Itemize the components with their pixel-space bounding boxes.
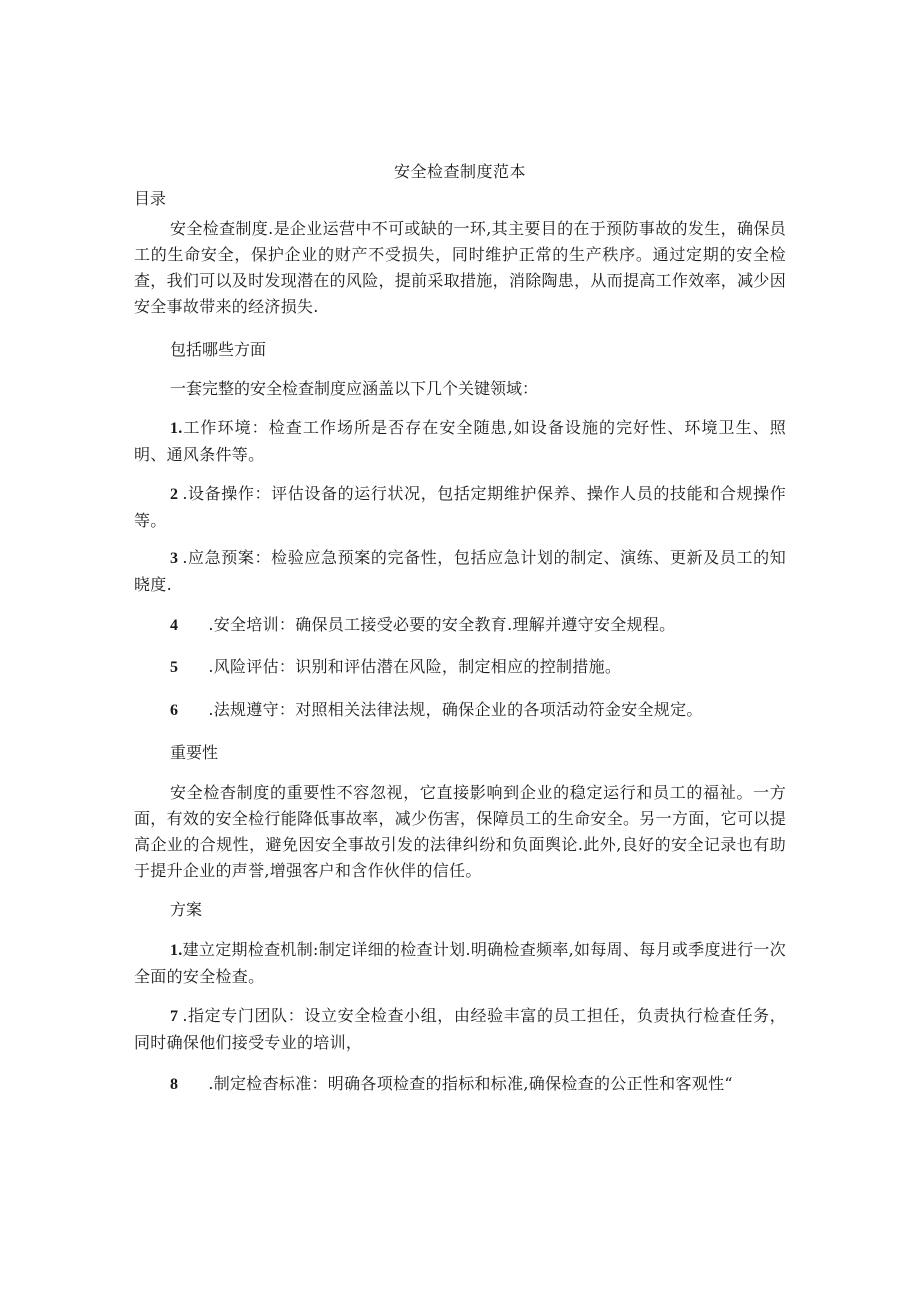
plan-item-number: 8 bbox=[170, 1076, 179, 1093]
list-item bbox=[134, 654, 786, 681]
list-item-number: 4 bbox=[170, 617, 179, 634]
importance-paragraph: 安全检杳制度的重要性不容忽视，它直接影响到企业的稳定运行和员工的福祉。一方面，有效的安全检行能降低事故率，减少伤害，保障员工的生命安全。另一方面，它可以提高企业的合规性，避免因安全事故引发的法律纠纷和负面舆论.此外,良好的安全记录也有助于提升企业的声誉,增强客户和含作伙伴的信任。 bbox=[134, 783, 787, 880]
intro-paragraph: 安全检查制度.是企业运营中不可或缺的一环,其主要目的在于预防事故的发生，确保员工的生命安全，保护企业的财产不受损失，同时维护正常的生产秩序。通过定期的安全检查，我们可以及时发现潜在的风险，提前采取措施，消除陶患，从而提高工作效率，减少因安全事故带来的经济损失. bbox=[134, 219, 787, 316]
list-item-text: .法规遵守：对照相关法律法规，确保企业的各项活动符金安全规定。 bbox=[208, 700, 703, 719]
section-heading-plan: 方案 bbox=[170, 900, 203, 919]
list-item-text: 工作环境：检查工作场所是否存在安全随患,如设备设施的完好性、环境卫生、照明、通风条件等。 bbox=[134, 418, 786, 464]
list-item bbox=[134, 415, 786, 468]
list-item bbox=[134, 612, 786, 639]
plan-item-number: 1. bbox=[170, 942, 183, 959]
list-item bbox=[134, 481, 786, 534]
plan-item bbox=[134, 937, 786, 990]
section-heading-aspects: 包括哪些方面 bbox=[170, 340, 267, 359]
list-item-number: 2 bbox=[170, 486, 179, 503]
list-item-number: 1. bbox=[170, 420, 183, 437]
list-item-text: .安全培训：确保员工接受必要的安全教育.理解并遵守安全规程。 bbox=[208, 615, 676, 634]
plan-item-text: 建立定期检查机制:制定详细的检查计划.明确检查频率,如每周、每月或季度进行一次全面的安全检查。 bbox=[134, 940, 786, 986]
list-item-text: .设备操作：评估设备的运行状况，包括定期维护保养、操作人员的技能和合规操作等。 bbox=[134, 484, 786, 530]
toc-label: 目录 bbox=[134, 189, 167, 208]
document-title: 安全检查制度范本 bbox=[393, 162, 526, 181]
plan-item bbox=[134, 1071, 786, 1098]
list-item bbox=[134, 545, 786, 598]
plan-item bbox=[134, 1003, 786, 1056]
list-item-text: .风险评估：识别和评估潜在风险，制定相应的控制措施。 bbox=[208, 657, 622, 676]
list-item bbox=[134, 697, 786, 724]
list-item-number: 5 bbox=[170, 659, 179, 676]
plan-item-text: .制定检杳标准：明确各项检查的指标和标准,确保检查的公正性和客观性“ bbox=[208, 1074, 733, 1093]
plan-item-text: .指定专门团队：设立安全检查小组，由经验丰富的员工担任，负责执行检查任务，同时确保他们接受专业的培训， bbox=[134, 1006, 786, 1052]
plan-item-number: 7 bbox=[170, 1008, 179, 1025]
section-heading-importance: 重要性 bbox=[170, 743, 219, 762]
list-item-number: 6 bbox=[170, 702, 179, 719]
list-item-text: .应急预案：检验应急预案的完备性，包括应急计划的制定、演练、更新及员工的知晓度. bbox=[134, 548, 786, 594]
list-item-number: 3 bbox=[170, 550, 179, 567]
section-lead-aspects: 一套完整的安全检查制度应涵盖以下几个关键领域： bbox=[170, 379, 539, 398]
